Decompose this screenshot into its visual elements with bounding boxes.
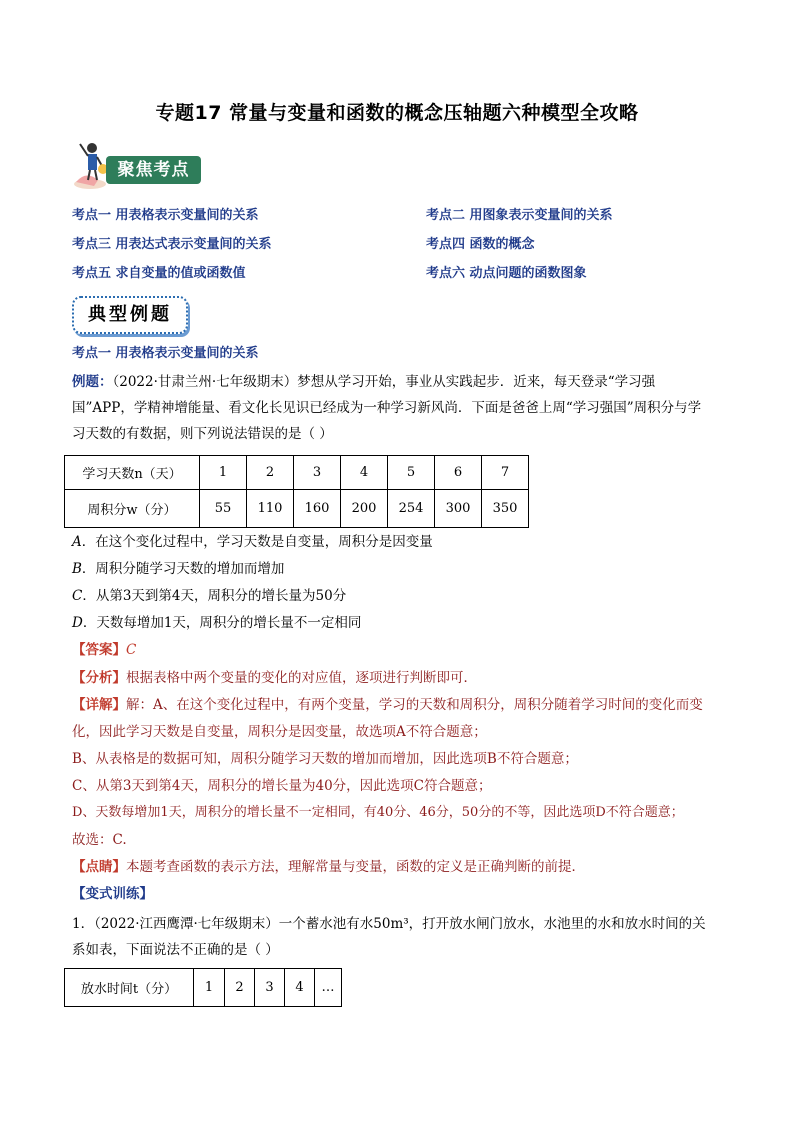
topic-1[interactable]: 考点一 用表格表示变量间的关系: [72, 208, 259, 223]
table-cell: 55: [200, 490, 247, 528]
option-letter: D: [72, 615, 83, 631]
detail-line-5: D、天数每增加1天，周积分的增长量不一定相同，有40分、46分，50分的不等，因此选项D不符合题意；: [72, 805, 684, 820]
analysis-label: 【分析】: [72, 670, 126, 686]
table-cell: 254: [388, 490, 435, 528]
question-1-line-1: 1．（2022·江西鹰潭·七年级期末）一个蓄水池有水50m³，打开放水闸门放水，水池里的水和放水时间的关: [72, 916, 706, 932]
table-cell: 200: [341, 490, 388, 528]
table-cell: 1: [194, 969, 225, 1007]
example-badge: 典型例题: [72, 296, 188, 334]
table-head-time: 放水时间t（分）: [65, 969, 194, 1007]
option-d[interactable]: [72, 613, 361, 633]
table-cell: 4: [285, 969, 315, 1007]
focus-badge: [68, 140, 203, 194]
detail-line-4: C、从第3天到第4天，周积分的增长量为40分，因此选项C符合题意；: [72, 778, 492, 794]
table-cell: …: [315, 969, 342, 1007]
comment-label: 【点睛】: [72, 859, 126, 875]
detail-line-6: 故选：C.: [72, 832, 127, 848]
option-letter: A: [72, 534, 82, 550]
comment-text: 本题考查函数的表示方法，理解常量与变量，函数的定义是正确判断的前提．: [126, 859, 585, 875]
table-cell: 6: [435, 456, 482, 490]
topic-2[interactable]: 考点二 用图象表示变量间的关系: [426, 208, 613, 223]
detail-line-2: 化，因此学习天数是自变量，周积分是因变量，故选项A不符合题意；: [72, 724, 487, 740]
table-cell: 350: [482, 490, 529, 528]
data-table-1: [64, 455, 529, 528]
page-title: 专题17 常量与变量和函数的概念压轴题六种模型全攻略: [155, 102, 639, 124]
option-text: ．天数每增加1天，周积分的增长量不一定相同: [82, 615, 362, 631]
table-head-days: 学习天数n（天）: [65, 456, 200, 490]
table-cell: 2: [247, 456, 294, 490]
example-line-3: 习天数的有数据，则下列说法错误的是（ ）: [72, 426, 333, 442]
detail-line-1: [72, 695, 703, 715]
option-text: ．从第3天到第4天，周积分的增长量为50分: [82, 588, 347, 604]
comment-line: [72, 857, 585, 877]
table-cell: 3: [294, 456, 341, 490]
question-1-line-2: 系如表，下面说法不正确的是（ ）: [72, 942, 279, 958]
option-letter: C: [72, 588, 83, 604]
answer-label: 【答案】: [72, 642, 126, 658]
option-a[interactable]: [72, 532, 433, 552]
table-cell: 3: [255, 969, 285, 1007]
focus-label: 聚焦考点: [106, 156, 201, 184]
analysis-text: 根据表格中两个变量的变化的对应值，逐项进行判断即可．: [126, 670, 477, 686]
analysis-line: [72, 668, 477, 688]
detail-text-1: 解：A、在这个变化过程中，有两个变量，学习的天数和周积分，周积分随着学习时间的变化而变: [126, 697, 703, 713]
data-table-2: [64, 968, 342, 1007]
table-cell: 300: [435, 490, 482, 528]
example-label: 例题：: [72, 374, 113, 390]
answer-value: C: [126, 642, 137, 658]
option-text: ．在这个变化过程中，学习天数是自变量，周积分是因变量: [81, 534, 433, 550]
topic-6[interactable]: 考点六 动点问题的函数图象: [426, 266, 587, 281]
example-text-1: （2022·甘肃兰州·七年级期末）梦想从学习开始，事业从实践起步．近来，每天登录“学习强: [112, 374, 656, 390]
table-cell: 1: [200, 456, 247, 490]
table-cell: 110: [247, 490, 294, 528]
section-heading: 考点一 用表格表示变量间的关系: [72, 346, 259, 361]
topic-5[interactable]: 考点五 求自变量的值或函数值: [72, 266, 246, 281]
table-cell: 4: [341, 456, 388, 490]
variant-label: 【变式训练】: [72, 886, 153, 902]
topic-4[interactable]: 考点四 函数的概念: [426, 237, 535, 252]
option-c[interactable]: [72, 586, 346, 606]
answer-line: [72, 640, 136, 660]
detail-line-3: B、从表格是的数据可知，周积分随学习天数的增加而增加，因此选项B不符合题意；: [72, 751, 578, 767]
option-text: ．周积分随学习天数的增加而增加: [81, 561, 285, 577]
table-head-score: 周积分w（分）: [65, 490, 200, 528]
table-cell: 5: [388, 456, 435, 490]
table-cell: 2: [225, 969, 255, 1007]
detail-label: 【详解】: [72, 697, 126, 713]
option-letter: B: [72, 561, 82, 577]
example-line-2: 国”APP，学精神增能量、看文化长见识已经成为一种学习新风尚．下面是爸爸上周“学习强国”周积分与学: [72, 400, 702, 416]
table-cell: 160: [294, 490, 341, 528]
topic-3[interactable]: 考点三 用表达式表示变量间的关系: [72, 237, 272, 252]
table-cell: 7: [482, 456, 529, 490]
example-line-1: [72, 372, 655, 392]
option-b[interactable]: [72, 559, 284, 579]
